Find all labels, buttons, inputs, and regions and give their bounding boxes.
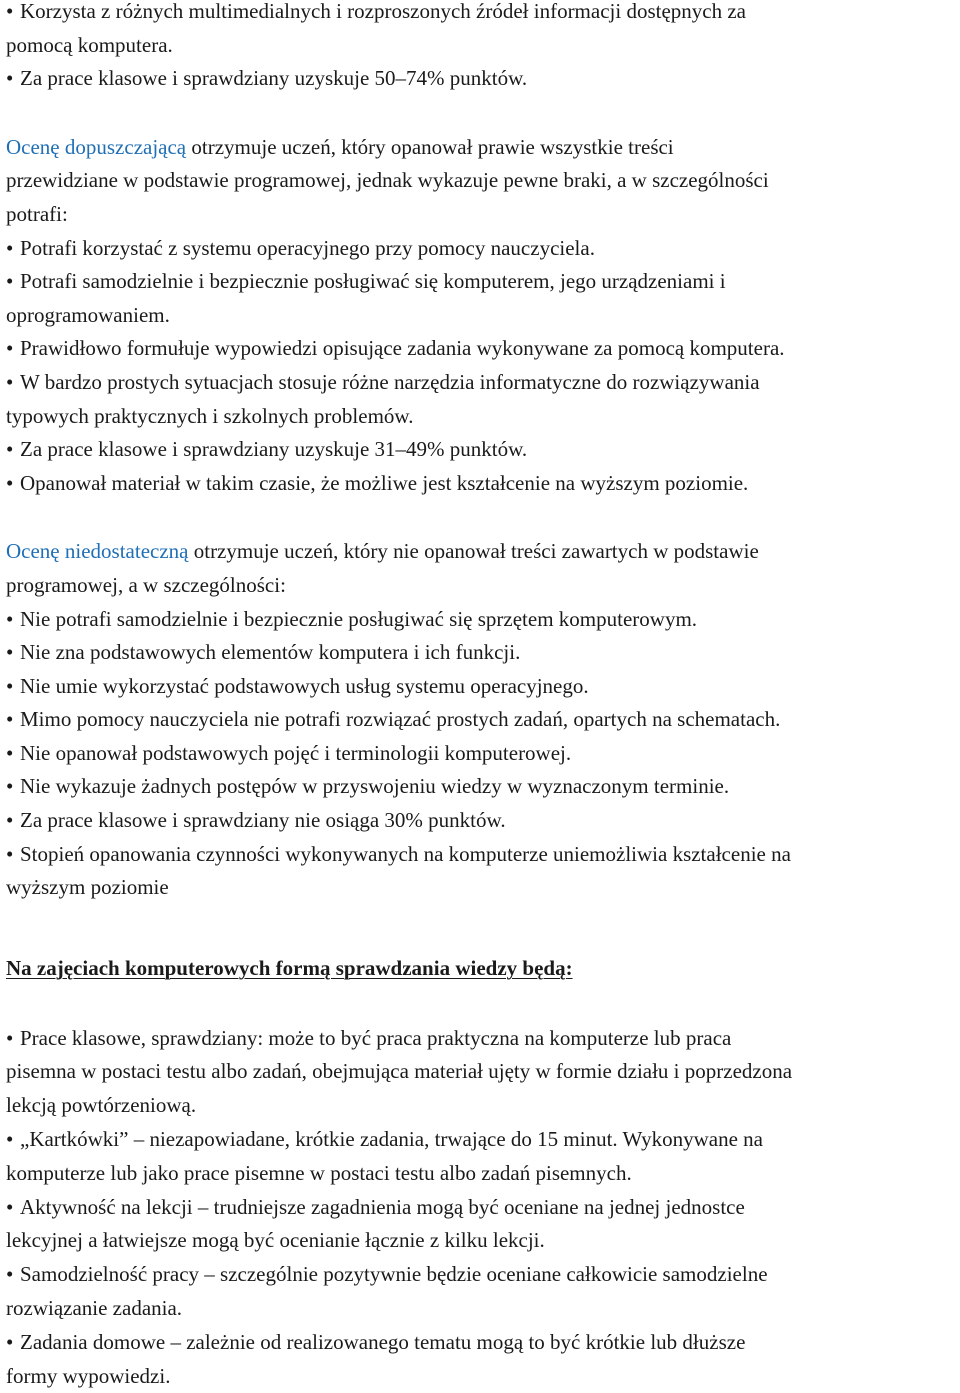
list-item: • Potrafi samodzielnie i bezpiecznie posługiwać się komputerem, jego urządzeniami i: [6, 269, 726, 294]
bullet: •: [6, 66, 14, 91]
list-item: • Nie umie wykorzystać podstawowych usług systemu operacyjnego.: [6, 673, 589, 698]
list-item: • Za prace klasowe i sprawdziany nie osiąga 30% punktów.: [6, 808, 506, 833]
list-item: • Za prace klasowe i sprawdziany uzyskuje 50–74% punktów.: [6, 62, 956, 96]
list-item: • „Kartkówki” – niezapowiadane, krótkie zadania, trwające do 15 minut. Wykonywane na: [6, 1127, 763, 1152]
section-heading: Na zajęciach komputerowych formą sprawdzania wiedzy będą:: [6, 955, 573, 980]
list-item-continuation: typowych praktycznych i szkolnych problemów.: [6, 403, 414, 428]
list-item: • Potrafi korzystać z systemu operacyjnego przy pomocy nauczyciela.: [6, 235, 595, 260]
section-dopuszczajaca: Ocenę dopuszczającą otrzymuje uczeń, który opanował prawie wszystkie treści przewidziane w podstawie programowej, jednak wykazuje pewne braki, a w szczególności potrafi: • Potrafi korzystać z systemu operacyjnego przy pomocy nauczyciela. • Potrafi samodzielnie i bezpiecznie posługiwać się komputerem, jego urządzeniami i oprogramowaniem. • Prawidłowo formułuje wypowiedzi opisujące zadania wykonywane za pomocą komputera. • W bardzo prostych sytuacjach stosuje różne narzędzia informatyczne do rozwiązywania typowych praktycznych i szkolnych problemów. • Za prace klasowe i sprawdziany uzyskuje 31–49% punktów. • Opanował materiał w takim czasie, że możliwe jest kształcenie na wyższym poziomie.: [6, 131, 956, 501]
list-item: • Mimo pomocy nauczyciela nie potrafi rozwiązać prostych zadań, opartych na schematach.: [6, 707, 781, 732]
list-item-continuation: wyższym poziomie: [6, 875, 169, 900]
list-item: • Zadania domowe – zależnie od realizowanego tematu mogą to być krótkie lub dłuższe: [6, 1329, 746, 1354]
list-item-continuation: oprogramowaniem.: [6, 302, 170, 327]
grade-name: Ocenę dopuszczającą: [6, 134, 187, 159]
list-item-continuation: pomocą komputera.: [6, 32, 173, 57]
list-item-continuation: lekcją powtórzeniową.: [6, 1093, 197, 1118]
list-item-continuation: komputerze lub jako prace pisemne w postaci testu albo zadań pisemnych.: [6, 1160, 632, 1185]
bullet: •: [6, 0, 14, 23]
list-item: • Nie opanował podstawowych pojęć i terminologii komputerowej.: [6, 740, 572, 765]
section-intro: Ocenę niedostateczną otrzymuje uczeń, który nie opanował treści zawartych w podstawie: [6, 539, 759, 564]
list-item-continuation: formy wypowiedzi.: [6, 1363, 171, 1388]
list-item-continuation: rozwiązanie zadania.: [6, 1296, 183, 1321]
section-intro: Ocenę dopuszczającą otrzymuje uczeń, który opanował prawie wszystkie treści: [6, 134, 674, 159]
list-item: • Prace klasowe, sprawdziany: może to być praca praktyczna na komputerze lub praca: [6, 1025, 732, 1050]
grade-name: Ocenę niedostateczną: [6, 539, 189, 564]
list-item: • Samodzielność pracy – szczególnie pozytywnie będzie oceniane całkowicie samodzielne: [6, 1262, 768, 1287]
list-item-continuation: pisemna w postaci testu albo zadań, obejmująca materiał ujęty w formie działu i poprzedzona: [6, 1059, 793, 1084]
section-assessment-forms: [6, 952, 956, 1393]
list-item: • Nie potrafi samodzielnie i bezpiecznie posługiwać się sprzętem komputerowym.: [6, 606, 698, 631]
list-item: • Nie wykazuje żadnych postępów w przyswojeniu wiedzy w wyznaczonym terminie.: [6, 774, 730, 799]
list-item-continuation: lekcyjnej a łatwiejsze mogą być ocenianie łącznie z kilku lekcji.: [6, 1228, 545, 1253]
list-item: • Nie zna podstawowych elementów komputera i ich funkcji.: [6, 640, 521, 665]
list-item: • Korzysta z różnych multimedialnych i rozproszonych źródeł informacji dostępnych za: [6, 0, 956, 29]
list-item: • Opanował materiał w takim czasie, że możliwe jest kształcenie na wyższym poziomie.: [6, 470, 749, 495]
list-item: • W bardzo prostych sytuacjach stosuje różne narzędzia informatyczne do rozwiązywania: [6, 369, 760, 394]
top-list: [6, 0, 956, 96]
list-item: • Aktywność na lekcji – trudniejsze zagadnienia mogą być oceniane na jednej jednostce: [6, 1194, 745, 1219]
list-item: • Stopień opanowania czynności wykonywanych na komputerze uniemożliwia kształcenie na: [6, 841, 791, 866]
list-item: • Prawidłowo formułuje wypowiedzi opisujące zadania wykonywane za pomocą komputera.: [6, 336, 785, 361]
list-item: • Za prace klasowe i sprawdziany uzyskuje 31–49% punktów.: [6, 437, 528, 462]
section-niedostateczna: Ocenę niedostateczną otrzymuje uczeń, który nie opanował treści zawartych w podstawie programowej, a w szczególności: • Nie potrafi samodzielnie i bezpiecznie posługiwać się sprzętem komputerowym. • Nie zna podstawowych elementów komputera i ich funkcji. • Nie umie wykorzystać podstawowych usług systemu operacyjnego. • Mimo pomocy nauczyciela nie potrafi rozwiązać prostych zadań, opartych na schematach. • Nie opanował podstawowych pojęć i terminologii komputerowej. • Nie wykazuje żadnych postępów w przyswojeniu wiedzy w wyznaczonym terminie. • Za prace klasowe i sprawdziany nie osiąga 30% punktów. • Stopień opanowania czynności wykonywanych na komputerze uniemożliwia kształcenie na wyższym poziomie: [6, 535, 956, 905]
document-page: [6, 0, 956, 1393]
